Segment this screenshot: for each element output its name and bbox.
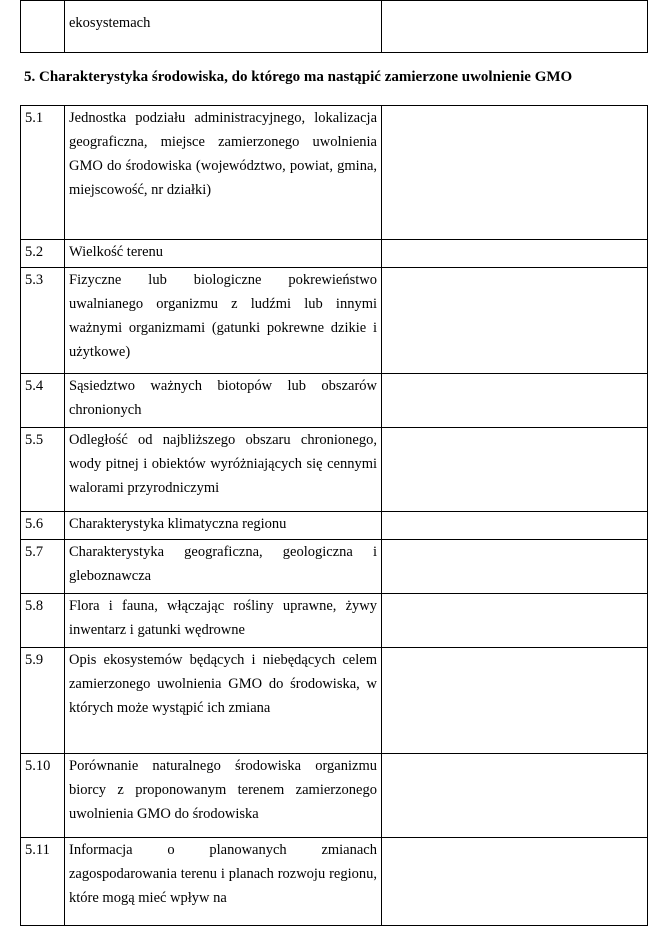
row-description: Informacja o planowanych zmianach zagospodarowania terenu i planach rozwoju regionu, które mogą mieć wpływ na (65, 838, 382, 926)
row-answer-cell[interactable] (382, 648, 648, 754)
row-description: Charakterystyka klimatyczna regionu (65, 512, 382, 540)
section-heading: 5. Charakterystyka środowiska, do którego ma nastąpić zamierzone uwolnienie GMO (24, 69, 573, 85)
row-description: Fizyczne lub biologiczne pokrewieństwo uwalnianego organizmu z ludźmi lub innymi ważnymi organizmami (gatunki pokrewne dzikie i użytkowe) (65, 268, 382, 374)
row-number: 5.8 (21, 594, 65, 648)
row-number: 5.7 (21, 540, 65, 594)
table-row (21, 754, 648, 838)
row-number: 5.2 (21, 240, 65, 268)
table-row (21, 428, 648, 512)
row-answer-cell[interactable] (382, 540, 648, 594)
row-number: 5.10 (21, 754, 65, 838)
row-description: Sąsiedztwo ważnych biotopów lub obszarów chronionych (65, 374, 382, 428)
row-answer-cell[interactable] (382, 268, 648, 374)
row-answer-cell[interactable] (382, 106, 648, 240)
table-row (21, 268, 648, 374)
table-row (21, 240, 648, 268)
row-description: Wielkość terenu (65, 240, 382, 268)
table-row (21, 540, 648, 594)
table-row (21, 648, 648, 754)
table-row (21, 594, 648, 648)
row-answer-cell[interactable] (382, 374, 648, 428)
row-description: Charakterystyka geograficzna, geologiczna i gleboznawcza (65, 540, 382, 594)
row-description: Jednostka podziału administracyjnego, lokalizacja geograficzna, miejsce zamierzonego uwolnienia GMO do środowiska (województwo, powiat, gmina, miejscowość, nr działki) (65, 106, 382, 240)
row-answer-cell[interactable] (382, 754, 648, 838)
row-number: 5.11 (21, 838, 65, 926)
row-description: ekosystemach (65, 1, 382, 53)
row-description: Opis ekosystemów będących i niebędących celem zamierzonego uwolnienia GMO do środowiska, w których może wystąpić ich zmiana (65, 648, 382, 754)
row-number (21, 1, 65, 53)
continued-table (20, 0, 648, 53)
row-answer-cell[interactable] (382, 428, 648, 512)
row-answer-cell[interactable] (382, 594, 648, 648)
row-description: Flora i fauna, włączając rośliny uprawne, żywy inwentarz i gatunki wędrowne (65, 594, 382, 648)
row-answer-cell[interactable] (382, 838, 648, 926)
table-row (21, 106, 648, 240)
table-row (21, 512, 648, 540)
row-number: 5.6 (21, 512, 65, 540)
row-answer-cell[interactable] (382, 1, 648, 53)
environment-table (20, 105, 648, 926)
row-description: Porównanie naturalnego środowiska organizmu biorcy z proponowanym terenem zamierzonego uwolnienia GMO do środowiska (65, 754, 382, 838)
table-row (21, 838, 648, 926)
row-number: 5.5 (21, 428, 65, 512)
table-row (21, 374, 648, 428)
row-number: 5.1 (21, 106, 65, 240)
row-answer-cell[interactable] (382, 240, 648, 268)
table-row (21, 1, 648, 53)
row-number: 5.3 (21, 268, 65, 374)
row-number: 5.4 (21, 374, 65, 428)
row-answer-cell[interactable] (382, 512, 648, 540)
row-number: 5.9 (21, 648, 65, 754)
row-description: Odległość od najbliższego obszaru chronionego, wody pitnej i obiektów wyróżniających się cennymi walorami przyrodniczymi (65, 428, 382, 512)
